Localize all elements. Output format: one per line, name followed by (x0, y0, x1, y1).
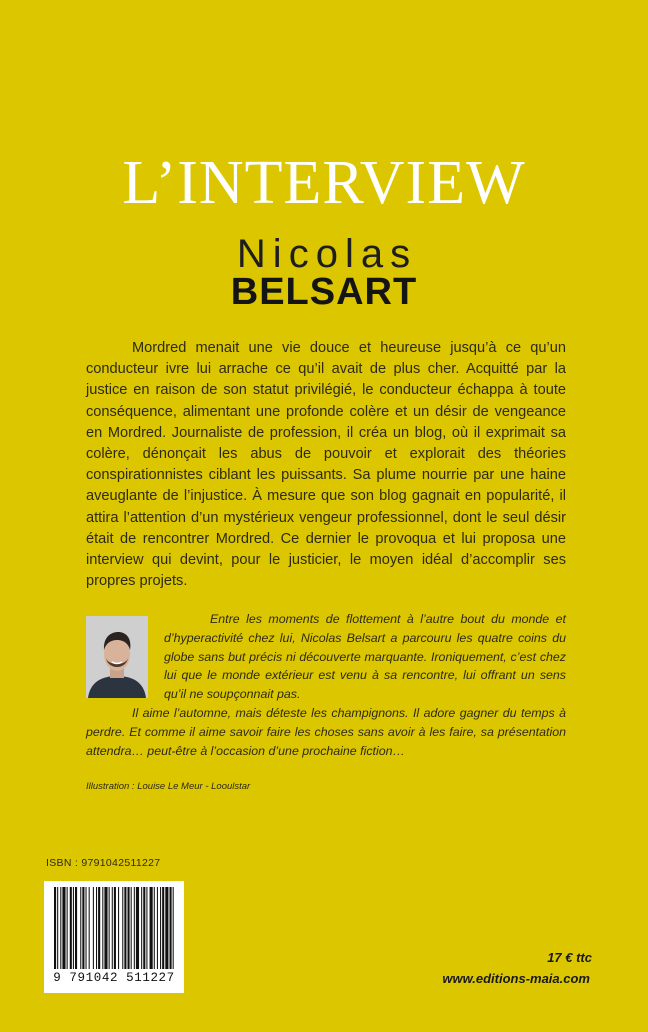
author-biography (86, 610, 566, 760)
barcode-digits: 9 791042 511227 (53, 971, 175, 985)
author-last-name: BELSART (230, 271, 418, 313)
book-title: L’INTERVIEW (122, 149, 526, 217)
author-first-name: Nicolas (236, 232, 418, 276)
publisher-website: www.editions-maia.com (442, 971, 590, 986)
isbn-label: ISBN : 9791042511227 (46, 857, 161, 869)
illustration-credit: Illustration : Louise Le Meur - Looulstar (86, 781, 251, 792)
back-cover-summary: Mordred menait une vie douce et heureuse jusqu’à ce qu’un conducteur ivre lui arrache ce qu’il avait de plus cher. Acquitté par la justice en raison de son statut privilégié, le conducteur échappa à toute conséquence, alimentant une profonde colère et un désir de vengeance en Mordred. Journaliste de profession, il créa un blog, où il exprimait sa colère, dénonçait les abus de pouvoir et explorait des théories conspirationnistes ciblant les puissants. Sa plume nourrie par une haine aveuglante de l’injustice. À mesure que son blog gagnait en popularité, il attira l’attention d’un mystérieux vengeur professionnel, dont le seul désir était de rencontrer Mordred. Ce dernier le provoqua et lui proposa une interview qui devint, pour le justicier, le moyen idéal d’accomplir ses propres projets. (86, 340, 566, 590)
price: 17 € ttc (547, 950, 592, 965)
barcode-bars (44, 881, 184, 973)
bio-paragraph-1: Entre les moments de flottement à l’autre bout du monde et d’hyperactivité chez lui, Nicolas Belsart a parcouru les quatre coins du globe sans but précis ni découverte marquante. Ironiquement, c’est chez lui que le monde extérieur est venu à sa rencontre, lui offrant un sens qu’il ne soupçonnait pas. (164, 612, 566, 702)
bio-paragraph-2: Il aime l’automne, mais déteste les champignons. Il adore gagner du temps à perdre. Et comme il aime savoir faire les choses sans avoir à les faire, sa présentation attendra… peut-être à l’occasion d’une prochaine fiction… (86, 705, 566, 758)
barcode (44, 881, 184, 993)
